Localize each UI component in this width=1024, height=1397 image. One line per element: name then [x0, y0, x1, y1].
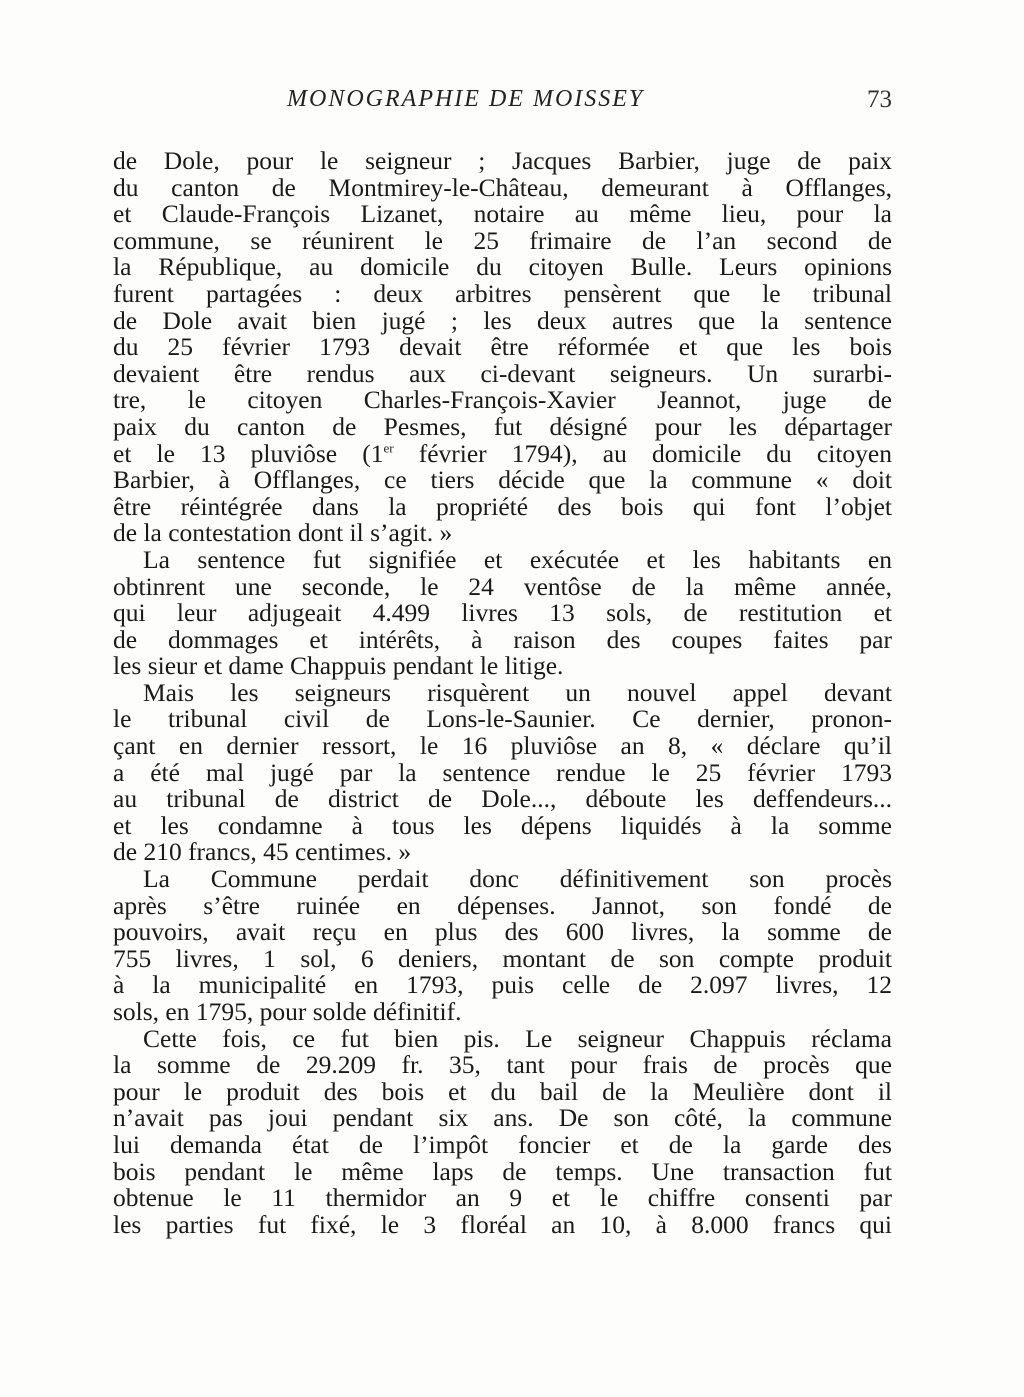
text-line: la somme de 29.209 fr. 35, tant pour frais de procès que — [113, 1050, 892, 1080]
text-line: sols, en 1795, pour solde définitif. — [113, 997, 462, 1026]
text-line: après s’être ruinée en dépenses. Jannot, son fondé de — [113, 890, 892, 920]
text-line: du canton de Montmirey-le-Château, demeurant à Offlanges, — [113, 172, 892, 202]
text-line: pouvoirs, avait reçu en plus des 600 livres, la somme de — [113, 917, 892, 947]
text-line: a été mal jugé par la sentence rendue le 25 février 1793 — [113, 757, 892, 787]
text-line: Mais les seigneurs risquèrent un nouvel appel devant — [143, 677, 892, 707]
text-line: et Claude-François Lizanet, notaire au même lieu, pour la — [113, 199, 892, 229]
text-line: le tribunal civil de Lons-le-Saunier. Ce dernier, pronon- — [113, 704, 892, 734]
text-line: de la contestation dont il s’agit. » — [113, 518, 453, 548]
text-line: Cette fois, ce fut bien pis. Le seigneur Chappuis réclama — [143, 1023, 892, 1053]
text-line: obtinrent une seconde, le 24 ventôse de la même année, — [113, 571, 892, 601]
text-line: du 25 février 1793 devait être réformée et que les bois — [113, 332, 892, 362]
page-header — [112, 86, 892, 120]
text-line: de 210 francs, 45 centimes. » — [113, 837, 412, 867]
text-line: de Dole, pour le seigneur ; Jacques Barbier, juge de paix — [113, 146, 892, 175]
text-line: à la municipalité en 1793, puis celle de 2.097 livres, 12 — [113, 970, 892, 1000]
text-line: au tribunal de district de Dole..., déboute les deffendeurs... — [113, 784, 892, 814]
text-line: les parties fut fixé, le 3 floréal an 10, à 8.000 francs qui — [113, 1209, 892, 1239]
text-line: 755 livres, 1 sol, 6 deniers, montant de son compte produit — [113, 943, 892, 973]
text-line: furent partagées : deux arbitres pensèrent que le tribunal — [113, 278, 892, 308]
page-number: 73 — [867, 86, 892, 113]
body-text — [113, 148, 892, 1238]
text-line: La sentence fut signifiée et exécutée et les habitants en — [143, 544, 892, 574]
text-line: paix du canton de Pesmes, fut désigné pour les départager — [113, 411, 892, 441]
text-line: de dommages et intérêts, à raison des coupes faites par — [113, 624, 892, 654]
text-line: devaient être rendus aux ci-devant seigneurs. Un surarbi- — [113, 358, 892, 388]
text-line: la République, au domicile du citoyen Bulle. Leurs opinions — [113, 252, 892, 282]
text-line: Barbier, à Offlanges, ce tiers décide que la commune « doit — [113, 465, 892, 495]
text-line: être réintégrée dans la propriété des bois qui font l’objet — [113, 491, 892, 521]
text-line: de Dole avait bien jugé ; les deux autres que la sentence — [113, 305, 892, 335]
running-title: MONOGRAPHIE DE MOISSEY — [287, 86, 645, 112]
text-line: commune, se réunirent le 25 frimaire de l’an second de — [113, 225, 892, 255]
text-line: tre, le citoyen Charles-François-Xavier Jeannot, juge de — [113, 385, 892, 415]
text-line: La Commune perdait donc définitivement son procès — [143, 864, 892, 894]
text-line: et le 13 pluviôse (1er février 1794), au domicile du citoyen — [113, 438, 892, 468]
text-line: çant en dernier ressort, le 16 pluviôse an 8, « déclare qu’il — [113, 731, 892, 761]
text-line: bois pendant le même laps de temps. Une transaction fut — [113, 1156, 892, 1186]
text-line: n’avait pas joui pendant six ans. De son côté, la commune — [113, 1103, 892, 1133]
text-line: et les condamne à tous les dépens liquidés à la somme — [113, 810, 892, 840]
superscript: er — [383, 440, 394, 456]
text-line: qui leur adjugeait 4.499 livres 13 sols, de restitution et — [113, 598, 892, 628]
text-line: les sieur et dame Chappuis pendant le litige. — [113, 651, 564, 681]
text-line: obtenue le 11 thermidor an 9 et le chiffre consenti par — [113, 1183, 892, 1213]
text-line: lui demanda état de l’impôt foncier et de la garde des — [113, 1129, 892, 1159]
text-line: pour le produit des bois et du bail de la Meulière dont il — [113, 1076, 892, 1106]
